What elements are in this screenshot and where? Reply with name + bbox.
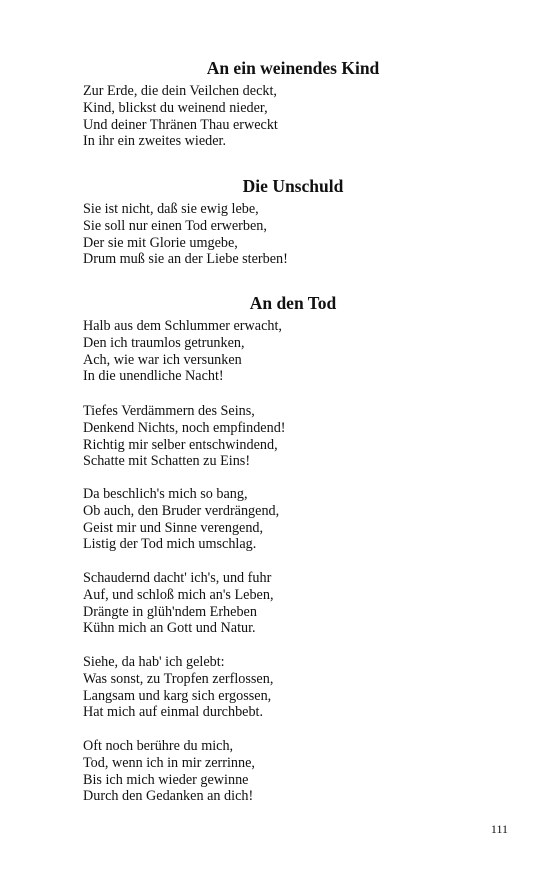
poem-title: An ein weinendes Kind	[206, 58, 380, 78]
verse-line: Den ich traumlos getrunken,	[83, 334, 245, 351]
verse-line: Und deiner Thränen Thau erweckt	[83, 116, 278, 133]
verse-line: In ihr ein zweites wieder.	[83, 133, 227, 150]
verse-line: Halb aus dem Schlummer erwacht,	[83, 318, 282, 334]
verse-line: Kind, blickst du weinend nieder,	[83, 99, 268, 116]
stanza	[83, 738, 255, 805]
verse-line: Schaudernd dacht' ich's, und fuhr	[83, 570, 272, 586]
verse-line: Kühn mich an Gott und Natur.	[83, 620, 256, 637]
verse-line: Drum muß sie an der Liebe sterben!	[83, 251, 288, 268]
verse-line: Sie soll nur einen Tod erwerben,	[83, 217, 267, 234]
verse-line: Geist mir und Sinne verengend,	[83, 519, 264, 536]
verse-line: Ach, wie war ich versunken	[83, 351, 242, 368]
verse-line: Hat mich auf einmal durchbebt.	[83, 704, 264, 721]
poem-title: An den Tod	[249, 293, 337, 313]
stanza	[83, 83, 278, 150]
verse-line: Siehe, da hab' ich gelebt:	[83, 654, 225, 670]
verse-line: Da beschlich's mich so bang,	[83, 486, 248, 502]
verse-line: Tiefes Verdämmern des Seins,	[83, 403, 255, 419]
stanza	[83, 654, 273, 721]
verse-line: Bis ich mich wieder gewinne	[83, 771, 249, 788]
verse-line: Listig der Tod mich umschlag.	[83, 536, 257, 553]
stanza	[83, 201, 288, 268]
verse-line: Richtig mir selber entschwindend,	[83, 436, 278, 453]
verse-line: Langsam und karg sich ergossen,	[83, 687, 272, 704]
verse-line: Sie ist nicht, daß sie ewig lebe,	[83, 201, 259, 217]
stanza	[83, 570, 274, 637]
verse-line: Denkend Nichts, noch empfindend!	[83, 419, 286, 436]
verse-line: Tod, wenn ich in mir zerrinne,	[83, 754, 255, 771]
verse-line: In die unendliche Nacht!	[83, 368, 224, 385]
verse-line: Oft noch berühre du mich,	[83, 738, 234, 754]
verse-line: Durch den Gedanken an dich!	[83, 788, 254, 805]
verse-line: Ob auch, den Bruder verdrängend,	[83, 502, 280, 519]
verse-line: Schatte mit Schatten zu Eins!	[83, 453, 251, 470]
stanza	[83, 318, 282, 385]
stanza	[83, 486, 279, 553]
verse-line: Was sonst, zu Tropfen zerflossen,	[83, 670, 274, 687]
verse-line: Zur Erde, die dein Veilchen deckt,	[83, 83, 277, 99]
verse-line: Drängte in glüh'ndem Erheben	[83, 603, 257, 620]
poem-title: Die Unschuld	[242, 176, 344, 196]
verse-line: Der sie mit Glorie umgebe,	[83, 234, 238, 251]
page-number: 111	[490, 822, 508, 836]
verse-line: Auf, und schloß mich an's Leben,	[83, 586, 274, 603]
stanza	[83, 403, 286, 470]
